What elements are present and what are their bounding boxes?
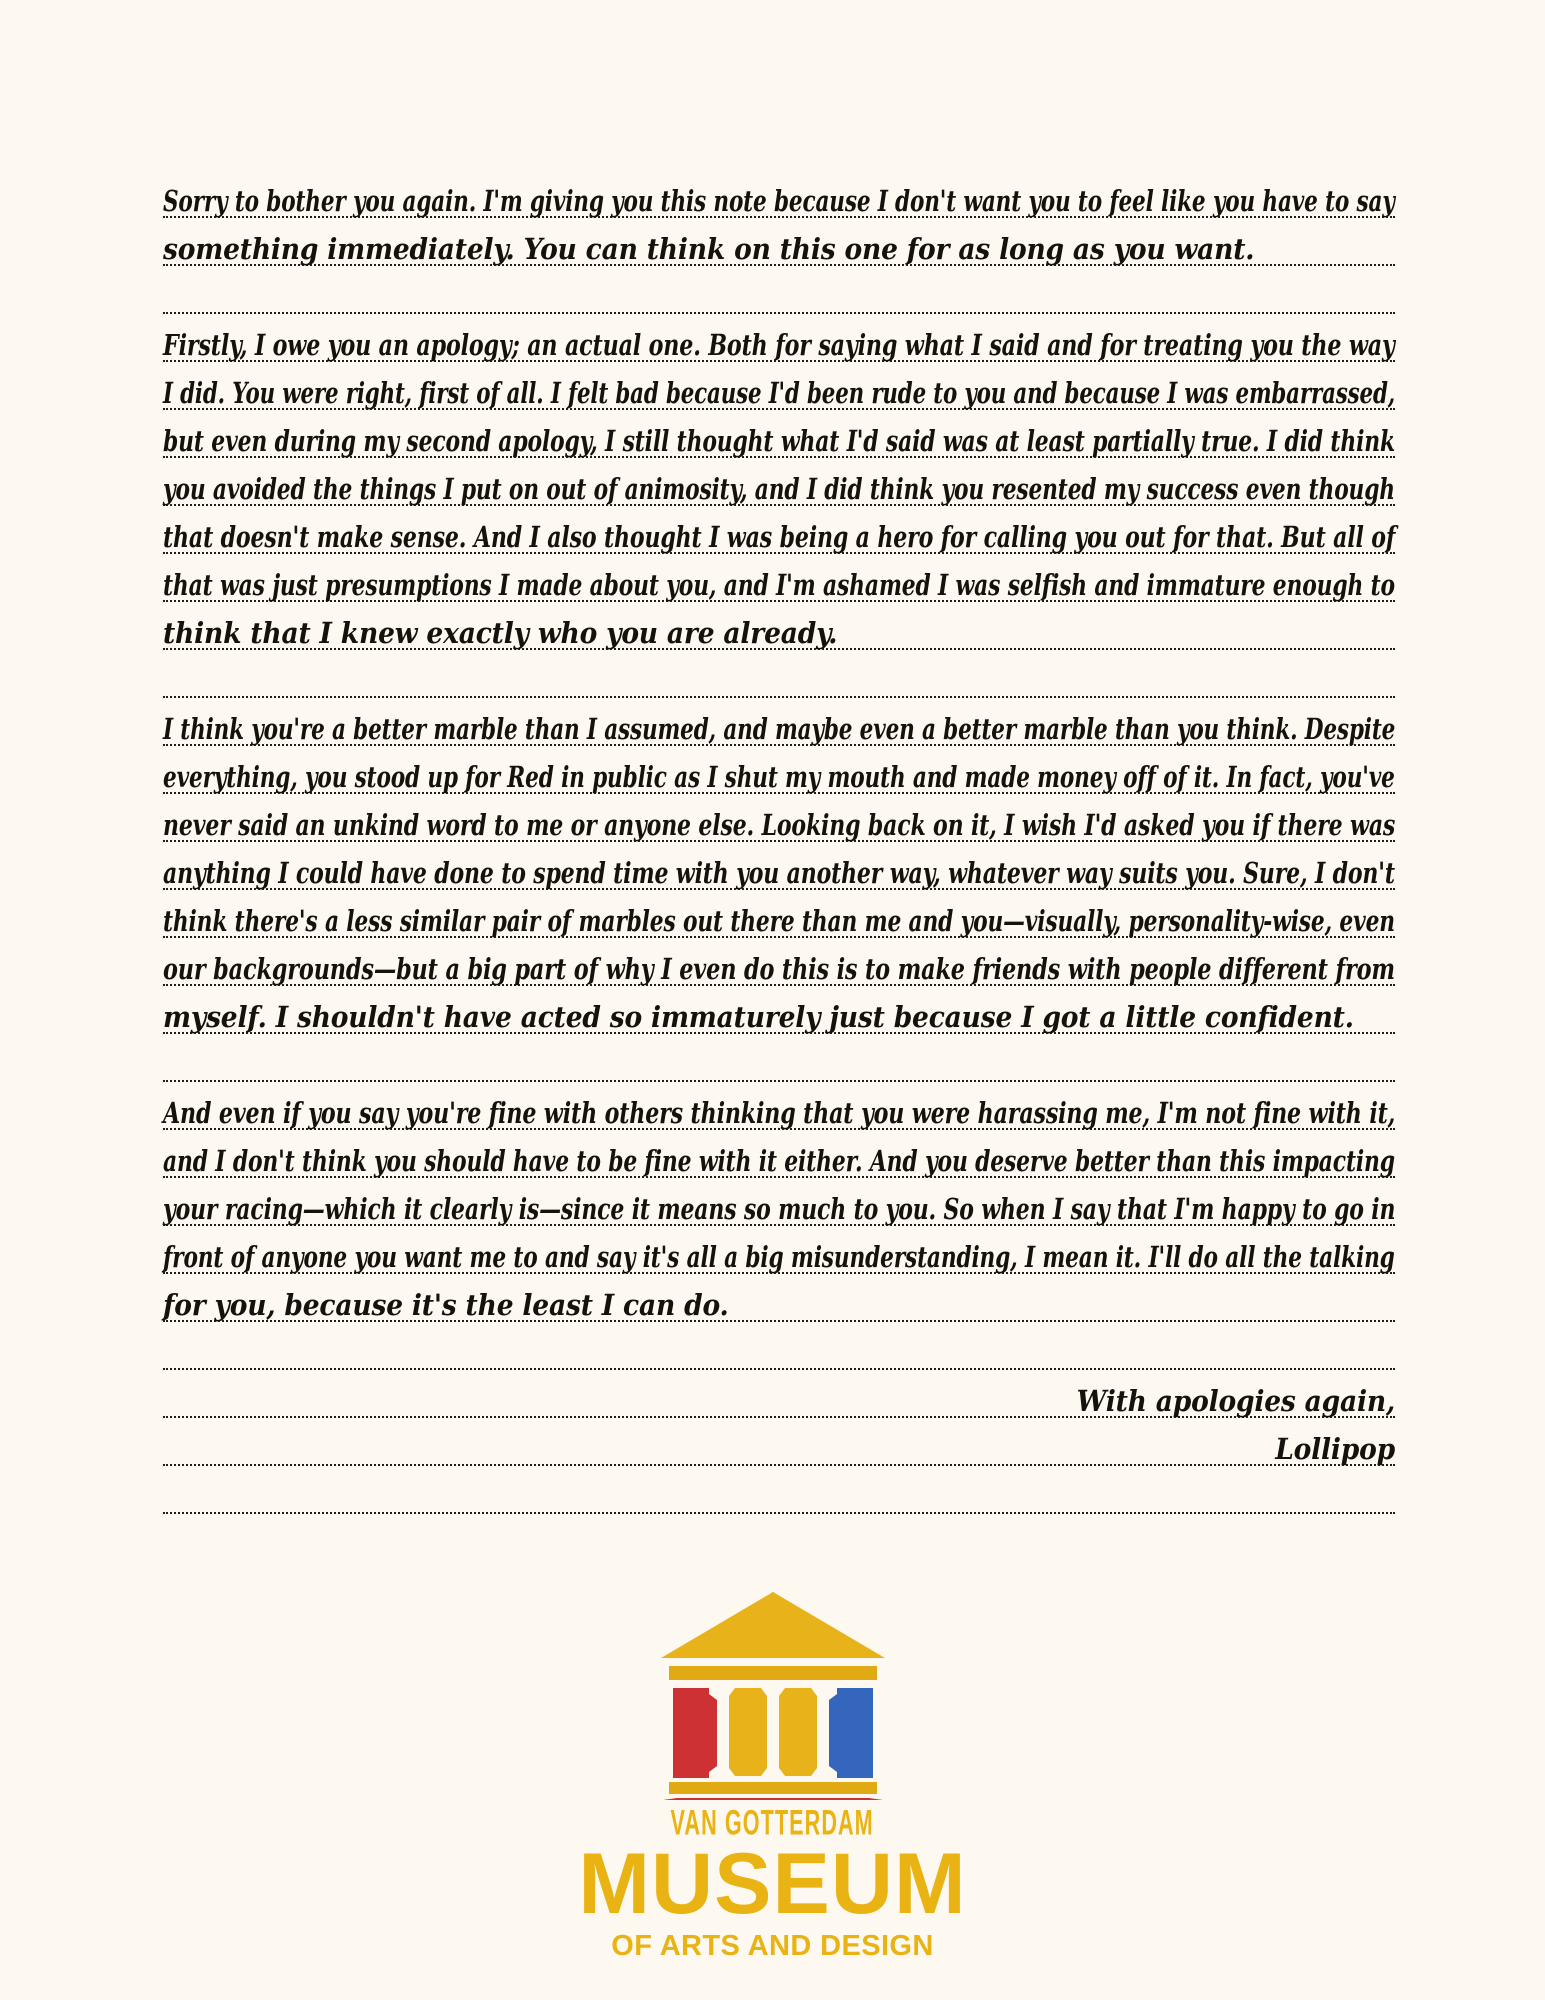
museum-building-icon [657, 1588, 889, 1800]
letter-line-text: for you, because it's the least I can do. [163, 1287, 729, 1322]
letter-line-text: Firstly, I owe you an apology; an actual one. Both for saying what I said and for treating you the way [163, 327, 1395, 362]
letter-line-text: anything I could have done to spend time with you another way, whatever way suits you. Sure, I don't [163, 855, 1395, 890]
letter-line [163, 938, 1395, 986]
letter-line [163, 218, 1395, 266]
letter-line [163, 554, 1395, 602]
letter-line-text: front of anyone you want me to and say it's all a big misunderstanding, I mean it. I'll do all the talking [163, 1239, 1395, 1274]
letter-line [163, 1418, 1395, 1466]
letter-line [163, 1274, 1395, 1322]
letter-line-text: think that I knew exactly who you are already. [163, 615, 838, 650]
letter-line-text: I think you're a better marble than I assumed, and maybe even a better marble than you think. Despite [163, 711, 1396, 746]
letter-line [163, 890, 1395, 938]
letter-line-text: and I don't think you should have to be fine with it either. And you deserve better than this impacting [163, 1143, 1395, 1178]
letter-line-text: I did. You were right, first of all. I felt bad because I'd been rude to you and because I was embarrassed, [163, 375, 1396, 410]
logo-name-main: MUSEUM [578, 1836, 967, 1932]
letter-line [163, 698, 1395, 746]
letter-line [163, 1226, 1395, 1274]
letter-line [163, 1034, 1395, 1082]
letter-line-text: think there's a less similar pair of marbles out there than me and you—visually, personality-wise, even [163, 903, 1395, 938]
letter-line [163, 410, 1395, 458]
letter-line [163, 602, 1395, 650]
letter-line [163, 362, 1395, 410]
letter-line [163, 986, 1395, 1034]
letter-line-text: but even during my second apology, I still thought what I'd said was at least partially true. I did think [163, 423, 1395, 458]
letter-line-text: that was just presumptions I made about you, and I'm ashamed I was selfish and immature enough to [163, 567, 1395, 602]
letter-line-text: that doesn't make sense. And I also thought I was being a hero for calling you out for that. But all of [163, 519, 1396, 554]
letter-line-text: you avoided the things I put on out of animosity, and I did think you resented my success even though [163, 471, 1395, 506]
letter-line [163, 842, 1395, 890]
letter-line-text: Lollipop [1275, 1431, 1395, 1466]
letter-line-text: myself. I shouldn't have acted so immaturely just because I got a little confident. [163, 999, 1354, 1034]
letter-line-text: our backgrounds—but a big part of why I even do this is to make friends with people different from [163, 951, 1395, 986]
letter-line [163, 458, 1395, 506]
letter-line [163, 1178, 1395, 1226]
letter-line [163, 794, 1395, 842]
letter-line [163, 1322, 1395, 1370]
letter-line [163, 1082, 1395, 1130]
letter-line [163, 170, 1395, 218]
letter-line-text: your racing—which it clearly is—since it means so much to you. So when I say that I'm happy to go in [163, 1191, 1396, 1226]
letter-line [163, 746, 1395, 794]
museum-logo [0, 1588, 1545, 1963]
letter-line [163, 266, 1395, 314]
letter-line-text: never said an unkind word to me or anyone else. Looking back on it, I wish I'd asked you if there was [163, 807, 1396, 842]
letter-line-text: everything, you stood up for Red in public as I shut my mouth and made money off of it. In fact, you've [163, 759, 1395, 794]
letter-line [163, 506, 1395, 554]
letter-line-text: something immediately. You can think on this one for as long as you want. [163, 231, 1255, 266]
letter-line-text: With apologies again, [1076, 1383, 1395, 1418]
letter-line [163, 650, 1395, 698]
logo-name-sub: OF ARTS AND DESIGN [611, 1929, 934, 1962]
letter-line [163, 314, 1395, 362]
letter-line-text: Sorry to bother you again. I'm giving you this note because I don't want you to feel like you have to say [163, 183, 1395, 218]
letter-line [163, 1130, 1395, 1178]
logo-name-top: VAN GOTTERDAM [670, 1804, 875, 1843]
letter-line-text: And even if you say you're fine with others thinking that you were harassing me, I'm not fine with it, [163, 1095, 1396, 1130]
letter-line [163, 1370, 1395, 1418]
letter-line [163, 1466, 1395, 1514]
letter-body [163, 170, 1395, 1514]
